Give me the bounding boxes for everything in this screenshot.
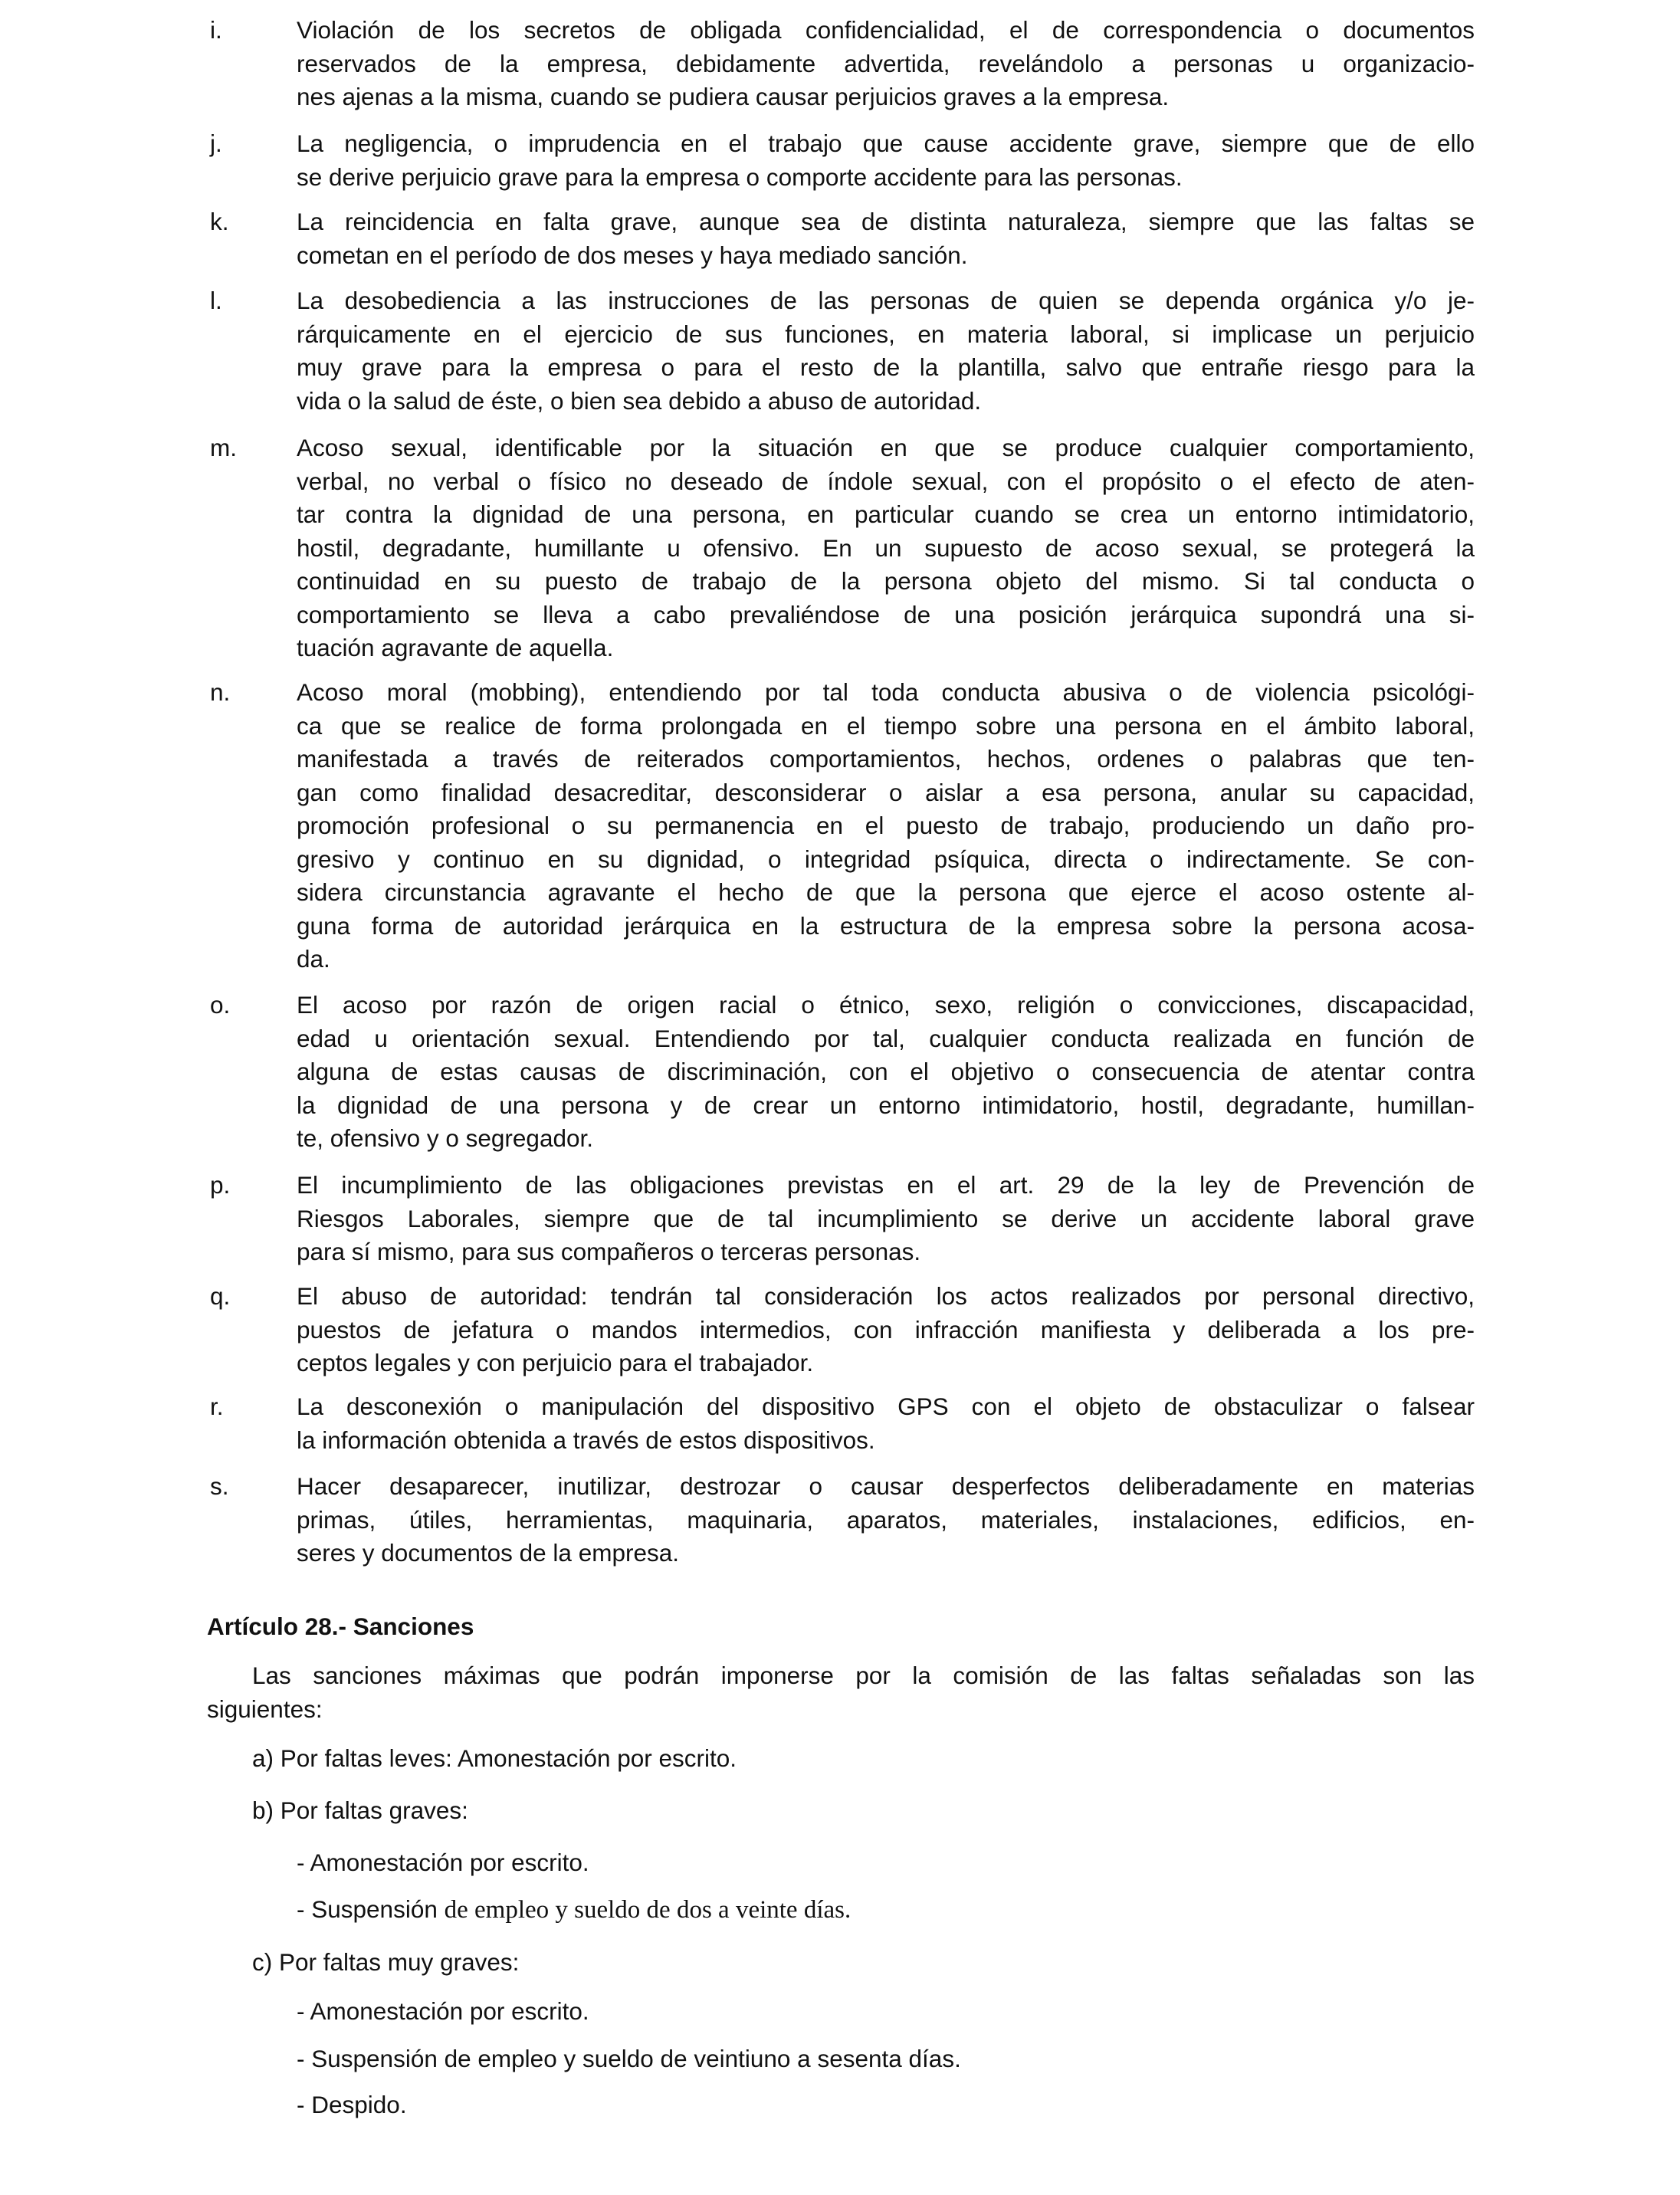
text-line: gresivo y continuo en su dignidad, o integridad psíquica, directa o indirectamente. Se con- xyxy=(297,845,1475,873)
text-line: Acoso sexual, identificable por la situación en que se produce cualquier comportamiento, xyxy=(297,434,1475,461)
list-item-text xyxy=(297,14,1475,114)
text-line: la información obtenida a través de estos dispositivos. xyxy=(297,1426,875,1454)
text-line: alguna de estas causas de discriminación, con el objetivo o consecuencia de atentar contra xyxy=(297,1058,1475,1085)
text-line: hostil, degradante, humillante u ofensivo. En un supuesto de acoso sexual, se protegerá la xyxy=(297,533,1475,562)
sanction-graves: b) Por faltas graves: xyxy=(252,1796,468,1824)
sanction-muy-graves-item: - Suspensión de empleo y sueldo de veintiuno a sesenta días. xyxy=(297,2045,961,2072)
list-item-text xyxy=(297,284,1475,418)
sanction-text-serif: de empleo y sueldo de dos a veinte días. xyxy=(444,1896,851,1924)
list-item-text xyxy=(297,1169,1475,1269)
text-line: tuación agravante de aquella. xyxy=(297,634,614,661)
text-line: comportamiento se lleva a cabo prevaliéndose de una posición jerárquica supondrá una si- xyxy=(297,600,1475,628)
list-marker: n. xyxy=(210,678,231,706)
list-item-text xyxy=(297,989,1475,1156)
text-line: se derive perjuicio grave para la empresa o comporte accidente para las personas. xyxy=(297,162,1183,191)
sanction-leves: a) Por faltas leves: Amonestación por escrito. xyxy=(252,1744,737,1772)
list-item-text xyxy=(297,127,1475,194)
text-line: El acoso por razón de origen racial o étnico, sexo, religión o convicciones, discapacidad, xyxy=(297,991,1475,1019)
list-marker: i. xyxy=(210,16,222,44)
text-line: rárquicamente en el ejercicio de sus funciones, en materia laboral, si implicase un perjuicio xyxy=(297,320,1475,348)
list-marker: k. xyxy=(210,208,229,235)
list-marker: s. xyxy=(210,1472,229,1500)
list-item-text xyxy=(297,205,1475,272)
text-line: primas, útiles, herramientas, maquinaria, aparatos, materiales, instalaciones, edificios, en- xyxy=(297,1505,1475,1534)
text-line: La desconexión o manipulación del dispositivo GPS con el objeto de obstaculizar o falsear xyxy=(297,1393,1475,1420)
text-line: da. xyxy=(297,945,330,973)
sanction-graves-item xyxy=(297,1893,851,1928)
intro-line-1: Las sanciones máximas que podrán imponerse por la comisión de las faltas señaladas son las xyxy=(252,1662,1475,1689)
text-line: El abuso de autoridad: tendrán tal consideración los actos realizados por personal directivo, xyxy=(297,1282,1475,1310)
text-line: promoción profesional o su permanencia en el puesto de trabajo, produciendo un daño pro- xyxy=(297,812,1475,839)
list-marker: r. xyxy=(210,1393,224,1420)
text-line: Riesgos Laborales, siempre que de tal incumplimiento se derive un accidente laboral grave xyxy=(297,1204,1475,1232)
text-line: edad u orientación sexual. Entendiendo por tal, cualquier conducta realizada en función de xyxy=(297,1024,1475,1052)
list-item-text xyxy=(297,1390,1475,1457)
text-line: muy grave para la empresa o para el resto de la plantilla, salvo que entrañe riesgo para la xyxy=(297,353,1475,381)
text-line: nes ajenas a la misma, cuando se pudiera causar perjuicios graves a la empresa. xyxy=(297,83,1170,110)
text-line: te, ofensivo y o segregador. xyxy=(297,1124,593,1152)
text-line: manifestada a través de reiterados comportamientos, hechos, ordenes o palabras que ten- xyxy=(297,745,1475,773)
text-line: la dignidad de una persona y de crear un entorno intimidatorio, hostil, degradante, humillan- xyxy=(297,1091,1475,1119)
text-line: tar contra la dignidad de una persona, en particular cuando se crea un entorno intimidatorio, xyxy=(297,500,1475,528)
list-item-text xyxy=(297,431,1475,665)
sanction-text-sans: - Suspensión xyxy=(297,1895,445,1923)
text-line: sidera circunstancia agravante el hecho de que la persona que ejerce el acoso ostente al- xyxy=(297,878,1475,906)
text-line: reservados de la empresa, debidamente advertida, revelándolo a personas u organizacio- xyxy=(297,49,1475,77)
sanction-muy-graves-item: - Despido. xyxy=(297,2091,407,2118)
text-line: La reincidencia en falta grave, aunque sea de distinta naturaleza, siempre que las faltas se xyxy=(297,208,1475,235)
text-line: seres y documentos de la empresa. xyxy=(297,1539,680,1567)
text-line: guna forma de autoridad jerárquica en la estructura de la empresa sobre la persona acosa- xyxy=(297,911,1475,940)
text-line: verbal, no verbal o físico no deseado de índole sexual, con el propósito o el efecto de aten- xyxy=(297,467,1475,495)
text-line: El incumplimiento de las obligaciones previstas en el art. 29 de la ley de Prevención de xyxy=(297,1171,1475,1199)
list-item-text xyxy=(297,676,1475,976)
text-line: gan como finalidad desacreditar, desconsiderar o aislar a esa persona, anular su capacidad, xyxy=(297,778,1475,806)
text-line: para sí mismo, para sus compañeros o terceras personas. xyxy=(297,1238,921,1265)
list-marker: l. xyxy=(210,287,222,314)
list-marker: q. xyxy=(210,1282,231,1310)
article-intro xyxy=(207,1659,1475,1726)
text-line: Violación de los secretos de obligada confidencialidad, el de correspondencia o documentos xyxy=(297,16,1475,44)
sanction-muy-graves-item: - Amonestación por escrito. xyxy=(297,1997,589,2025)
list-item-text xyxy=(297,1470,1475,1570)
list-marker: p. xyxy=(210,1171,231,1199)
text-line: La negligencia, o imprudencia en el trabajo que cause accidente grave, siempre que de ello xyxy=(297,130,1475,157)
text-line: cometan en el período de dos meses y haya mediado sanción. xyxy=(297,241,968,269)
list-marker: m. xyxy=(210,434,237,461)
text-line: puestos de jefatura o mandos intermedios, con infracción manifiesta y deliberada a los pre- xyxy=(297,1315,1475,1344)
text-line: La desobediencia a las instrucciones de las personas de quien se dependa orgánica y/o je- xyxy=(297,287,1475,314)
list-marker: o. xyxy=(210,991,231,1019)
text-line: ceptos legales y con perjuicio para el trabajador. xyxy=(297,1349,814,1376)
sanction-graves-item: - Amonestación por escrito. xyxy=(297,1849,589,1876)
intro-line-2: siguientes: xyxy=(207,1695,323,1723)
text-line: continuidad en su puesto de trabajo de la persona objeto del mismo. Si tal conducta o xyxy=(297,567,1475,595)
text-line: Acoso moral (mobbing), entendiendo por tal toda conducta abusiva o de violencia psicológi- xyxy=(297,678,1475,706)
list-item-text xyxy=(297,1280,1475,1380)
sanction-muy-graves: c) Por faltas muy graves: xyxy=(252,1948,520,1976)
article-heading: Artículo 28.- Sanciones xyxy=(207,1613,474,1640)
text-line: vida o la salud de éste, o bien sea debido a abuso de autoridad. xyxy=(297,386,982,415)
text-line: Hacer desaparecer, inutilizar, destrozar o causar desperfectos deliberadamente en materias xyxy=(297,1472,1475,1500)
text-line: ca que se realice de forma prolongada en el tiempo sobre una persona en el ámbito laboral, xyxy=(297,711,1475,740)
list-marker: j. xyxy=(210,130,222,157)
